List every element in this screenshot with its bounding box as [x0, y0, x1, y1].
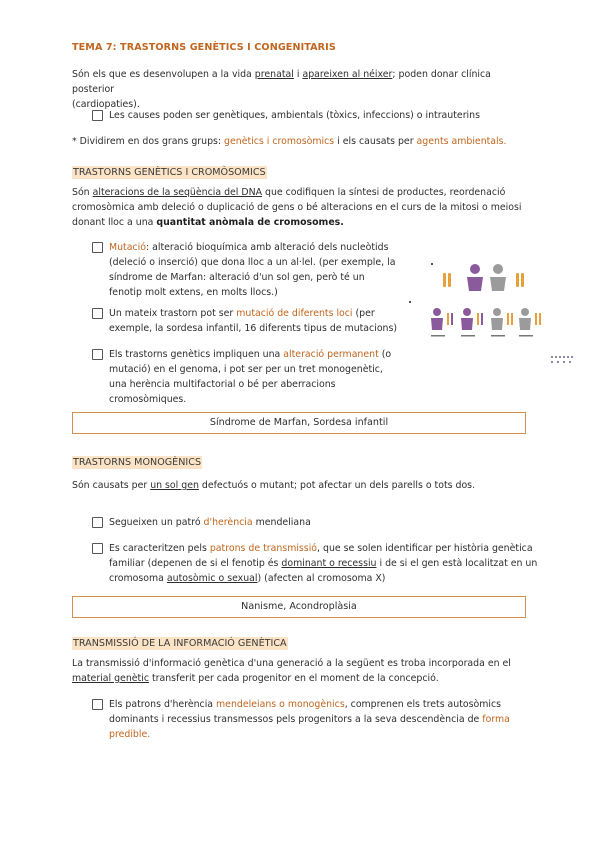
transmission-patterns-item: Es caracteritzen pels patrons de transmissió, que se solen identificar per història genètica familiar (depenen de si el fenotip és dominant o recessiu i de si el gen està localitzat en un cromosoma autosòmic o sexual) (afecten al cromosoma X)	[109, 543, 538, 584]
checkbox[interactable]	[92, 242, 103, 253]
section2-paragraph: Són causats per un sol gen defectuós o mutant; pot afectar un dels parells o tots dos.	[72, 480, 476, 491]
permanent-alteration-item: Els trastorns genètics impliquen una alteració permanent (o mutació) en el genoma, i pot ser per un tret monogenètic, una herència multifactorial o bé per aberracions cromosòmiques.	[109, 349, 392, 405]
intro-paragraph: Són els que es desenvolupen a la vida prenatal i apareixen al néixer; poden donar clínica posterior (cardiopaties).	[72, 69, 491, 110]
offspring-row	[431, 308, 541, 330]
page-title: TEMA 7: TRASTORNS GENÈTICS I CONGENITARIS	[72, 42, 336, 53]
figure-mark	[409, 301, 411, 303]
example-box-dwarfism: Nanisme, Acondroplàsia	[72, 596, 526, 618]
loci-item: Un mateix trastorn pot ser mutació de diferents loci (per exemple, la sordesa infantil, 16 diferents tipus de mutacions)	[109, 308, 398, 334]
section-heading-genetic-chromosomal: TRASTORNS GENÈTICS I CROMÒSOMICS	[73, 167, 266, 178]
checkbox[interactable]	[92, 349, 103, 360]
mendelian-pattern-item: Segueixen un patró d'herència mendeliana	[109, 517, 311, 528]
checkbox[interactable]	[92, 517, 103, 528]
checkbox[interactable]	[92, 308, 103, 319]
figure-mark	[431, 263, 433, 265]
causes-item: Les causes poden ser genètiques, ambientals (tòxics, infeccions) o intrauterins	[109, 110, 480, 121]
mutation-item: Mutació: alteració bioquímica amb alteració dels nucleòtids (deleció o inserció) que dona lloc a un al·lel. (per exemple, la síndrome de Marfan: alteració d'un sol gen, però té un fenotip molt extens, en molts llocs.)	[109, 242, 396, 298]
checkbox[interactable]	[92, 699, 103, 710]
checkbox[interactable]	[92, 543, 103, 554]
parent-row	[443, 264, 524, 291]
section1-paragraph: Són alteracions de la seqüència del DNA que codifiquen la síntesi de productes, reordenació cromosòmica amb deleció o duplicació de gens o bé alteracions en el curs de la mitosi o meiosi donant lloc a una quantitat anòmala de cromosomes.	[72, 187, 522, 228]
divide-paragraph: * Dividirem en dos grans grups: genètics i cromosòmics i els causats per agents ambientals.	[72, 136, 507, 147]
checkbox[interactable]	[92, 110, 103, 121]
section-heading-transmission: TRANSMISSIÓ DE LA INFORMACIÓ GENÈTICA	[73, 638, 287, 649]
section-heading-monogenic: TRASTORNS MONOGÈNICS	[73, 457, 202, 468]
mendelian-patterns-item: Els patrons d'herència mendeleians o monogènics, comprenen els trets autosòmics dominants i recessius transmessos pels progenitors a la seva descendència de forma predible.	[109, 699, 510, 740]
section3-paragraph: La transmissió d'informació genètica d'una generació a la següent es troba incorporada en el material genètic transferit per cada progenitor en el moment de la concepció.	[72, 658, 511, 684]
inheritance-pedigree-figure	[405, 255, 590, 370]
figure-legend	[551, 356, 573, 363]
example-box-marfan: Síndrome de Marfan, Sordesa infantil	[72, 412, 526, 434]
